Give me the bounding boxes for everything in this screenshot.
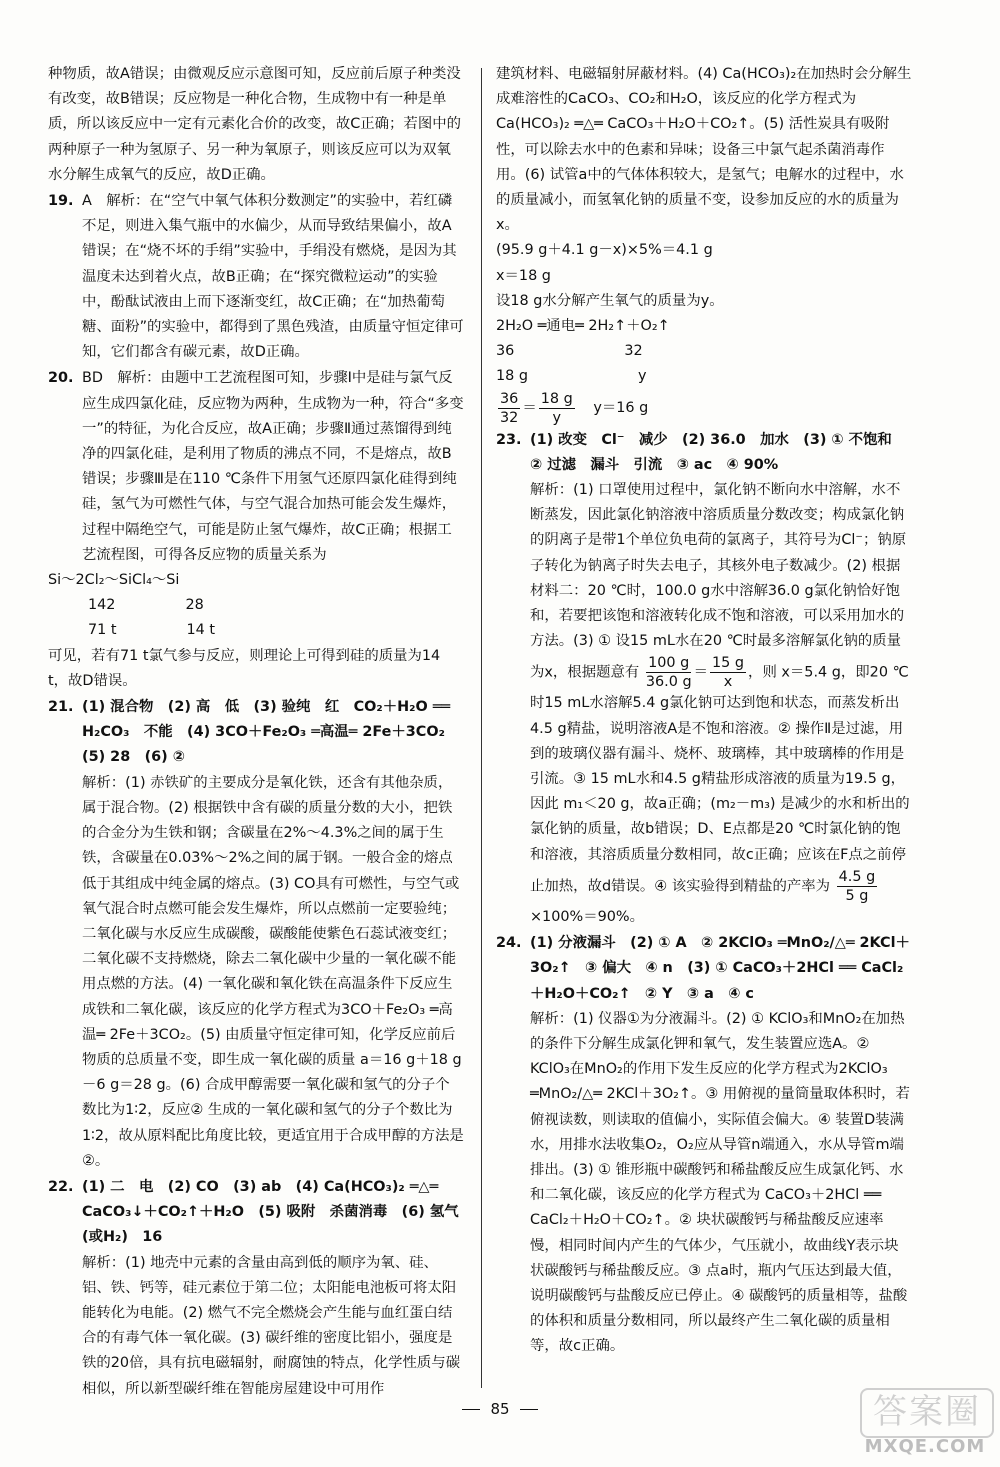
footer-dash-left bbox=[462, 1409, 480, 1410]
q21-explanation: 解析：(1) 赤铁矿的主要成分是氧化铁，还含有其他杂质，属于混合物。(2) 根据铁中含有碳的质量分数的大小，把铁的合金分为生铁和钢；含碳量在2%～4.3%之间的属于生铁，含碳量在0.03%～2%之间的属于钢。一般合金的熔点低于其组成中纯金属的熔点。(3) CO具有可燃性，与空气或氧气混合时点燃可能会发生爆炸，所以点燃前一定要验纯；二氧化碳与水反应生成碳酸，碳酸能使紫色石蕊试液变红；二氧化碳不支持燃烧，除去二氧化碳中少量的一氧化碳不能用点燃的方法。(4) 一氧化碳和氧化铁在高温条件下反应生成铁和二氧化碳，该反应的化学方程式为3CO＋Fe₂O₃ ═高温═ 2Fe＋3CO₂。(5) 由质量守恒定律可知，化学反应前后物质的总质量不变，即生成一氧化碳的质量 a＝16 g＋18 g－6 g＝28 g。(6) 合成甲醇需要一氧化碳和氢气的分子个数比为1∶2，反应② 生成的一氧化碳和氢气的分子个数比为1∶2，故从原料配比角度比较，更适宜用于合成甲醇的方法是②。 bbox=[82, 774, 464, 1169]
q22-explanation: 解析：(1) 地壳中元素的含量由高到低的顺序为氧、硅、铝、铁、钙等，硅元素位于第二位；太阳能电池板可将太阳能转化为电能。(2) 燃气不完全燃烧会产生能与血红蛋白结合的有毒气体一氧化碳。(3) 碳纤维的密度比铝小，强度是铁的20倍，具有抗电磁辐射，耐腐蚀的特点，化学性质与碳相似，所以新型碳纤维在智能房屋建设中可用作 bbox=[82, 1254, 461, 1397]
page-number: 85 bbox=[490, 1400, 510, 1418]
q23-fraction-2: $\frac{15 g}{x}$ bbox=[712, 655, 745, 691]
watermark-logo bbox=[860, 1388, 990, 1460]
q20-mass-1b: 28 bbox=[185, 597, 204, 614]
q21-number: 21. bbox=[48, 699, 74, 716]
question-24 bbox=[496, 931, 912, 1007]
column-divider bbox=[481, 68, 482, 1388]
q22-equation-4: 2H₂O ═通电═ 2H₂↑＋O₂↑ bbox=[496, 318, 670, 335]
q22-answer: (1) 二 电 (2) CO (3) ab (4) Ca(HCO₃)₂ ═△═ CaCO₃↓＋CO₂↑＋H₂O (5) 吸附 杀菌消毒 (6) 氢气(或H₂) 16 bbox=[82, 1178, 459, 1246]
q22-fraction-2: $\frac{18 g}{y}$ bbox=[540, 390, 573, 426]
q22-mass-1a: 36 bbox=[496, 343, 515, 360]
q22-mass-row-1 bbox=[496, 339, 912, 364]
q20-conclusion: 可见，若有71 t氯气参与反应，则理论上可得到硅的质量为14 t，故D错误。 bbox=[48, 647, 441, 689]
q20-mass-1a: 142 bbox=[88, 597, 116, 614]
q20-solution: BD 解析：由题中工艺流程图可知，步骤Ⅰ中是硅与氯气反应生成四氯化硅，反应物为两种，生成物为一种，符合“多变一”的特征，为化合反应，故A正确；步骤Ⅱ通过蒸馏得到纯净的四氯化硅，是利用了物质的沸点不同，不是熔点，故B错误；步骤Ⅲ是在110 ℃条件下用氢气还原四氯化硅得到纯硅，氢气为可燃性气体，与空气混合加热可能会发生爆炸，过程中隔绝空气，可能是防止氢气爆炸，故C正确；根据工艺流程图，可得各反应物的质量关系为 bbox=[82, 370, 464, 563]
question-23 bbox=[496, 428, 912, 478]
q23-fraction-1: $\frac{100 g}{36.0 g}$ bbox=[645, 655, 692, 691]
right-column bbox=[496, 62, 912, 1360]
q22-fraction-1: $\frac{36}{32}$ bbox=[500, 390, 519, 426]
q19-solution: A 解析：在“空气中氧气体积分数测定”的实验中，若红磷不足，则进入集气瓶中的水偏少，从而导致结果偏小，故A错误；在“烧不坏的手绢”实验中，手绢没有燃烧，是因为其温度未达到着火点，故B正确；在“探究微粒运动”的实验中，酚酞试液由上而下逐渐变红，故C正确；在“加热葡萄糖、面粉”的实验中，都得到了黑色残渣，由质量守恒定律可知，它们都含有碳元素，故D正确。 bbox=[82, 193, 464, 361]
left-column bbox=[48, 62, 464, 1402]
q18-continuation: 种物质，故A错误；由微观反应示意图可知，反应前后原子种类没有改变，故B错误；反应物是一种化合物，生成物中有一种是单质，所以该反应中一定有元素化合价的改变，故C正确；若图中的两种原子一种为氢原子、另一种为氧原子，则该反应可以为双氧水分解生成氧气的反应，故D正确。 bbox=[48, 66, 461, 183]
q20-mass-row-1 bbox=[48, 593, 464, 618]
q24-explanation: 解析：(1) 仪器①为分液漏斗。(2) ① KClO₃和MnO₂在加热的条件下分解生成氯化钾和氧气，发生装置应选A。② KClO₃在MnO₂的作用下发生反应的化学方程式为2KClO₃ ═MnO₂/△═ 2KCl＋3O₂↑。③ 用俯视的量筒量取体积时，若俯视读数，则读取的值偏小，实际值会偏大。④ 装置D装满水，用排水法收集O₂，O₂应从导管n端通入，水从导管m端排出。(3) ① 锥形瓶中碳酸钙和稀盐酸反应生成氯化钙、水和二氧化碳，该反应的化学方程式为 CaCO₃＋2HCl ══ CaCl₂＋H₂O＋CO₂↑。② 块状碳酸钙与稀盐酸反应速率慢，相同时间内产生的气体少，气压就小，故曲线Y表示块状碳酸钙与稀盐酸反应。③ 点a时，瓶内气压达到最大值，说明碳酸钙与盐酸反应已停止。④ 碳酸钙的质量相等，盐酸的体积和质量分数相同，所以最终产生二氧化碳的质量相等，故c正确。 bbox=[530, 1010, 910, 1355]
q23-yield-fraction: $\frac{4.5 g}{5 g}$ bbox=[838, 868, 876, 904]
question-19 bbox=[48, 189, 464, 365]
question-21 bbox=[48, 695, 464, 771]
q22-equation-3: 设18 g水分解产生氧气的质量为y。 bbox=[496, 292, 724, 309]
q23-number: 23. bbox=[496, 431, 522, 448]
q23-explanation: 解析：(1) 口罩使用过程中，氯化钠不断向水中溶解，水不断蒸发，因此氯化钠溶液中溶质质量分数改变；构成氯化钠的阴离子是带1个单位负电荷的氯离子，其符号为Cl⁻；钠原子转化为钠离子时失去电子，其核外电子数减少。(2) 根据材料二：20 ℃时，100.0 g水中溶解36.0 g氯化钠恰好饱和，若要把该饱和溶液转化成不饱和溶液，可以采用加水的方法。(3) ① 设15 mL水在20 ℃时最多溶解氯化钠的质量为x，根据题意有 $\frac{100 g}{36.0 g}$ ＝ $\frac{15 g}{x}$ ，则 x＝5.4 g，即20 ℃时15 mL水溶解5.4 g氯化钠可达到饱和状态，而蒸发析出4.5 g精盐，说明溶液A是不饱和溶液。② 操作Ⅱ是过滤，用到的玻璃仪器有漏斗、烧杯、玻璃棒，其中玻璃棒的作用是引流。③ 15 mL水和4.5 g精盐形成溶液的质量为19.5 g，因此 m₁＜20 g，故a正确；(m₂－m₃) 是减少的水和析出的氯化钠的质量，故b错误；D、E点都是20 ℃时氯化钠的饱和溶液，其溶质质量分数相同，故c正确；应该在F点之前停止加热，故d错误。④ 该实验得到精盐的产率为 $\frac{4.5 g}{5 g}$ ×100%＝90%。 bbox=[530, 482, 910, 925]
q23-answer: (1) 改变 Cl⁻ 减少 (2) 36.0 加水 (3) ① 不饱和 ② 过滤 漏斗 引流 ③ ac ④ 90% bbox=[530, 431, 907, 473]
watermark-top-text: 答案圈 bbox=[860, 1388, 994, 1438]
q21-answer: (1) 混合物 (2) 高 低 (3) 验纯 红 CO₂＋H₂O ══ H₂CO₃ 不能 (4) 3CO＋Fe₂O₃ ═高温═ 2Fe＋3CO₂ (5) 28 (6) ② bbox=[82, 699, 460, 766]
q20-mass-row-2 bbox=[48, 618, 464, 643]
q22-equation-2: x＝18 g bbox=[496, 267, 551, 284]
q20-number: 20. bbox=[48, 370, 74, 387]
q22-number: 22. bbox=[48, 1178, 74, 1195]
question-22 bbox=[48, 1175, 464, 1251]
q20-equation: Si～2Cl₂～SiCl₄～Si bbox=[48, 572, 180, 589]
q22-result: y＝16 g bbox=[593, 400, 649, 417]
q22-mass-row-2 bbox=[496, 364, 912, 389]
q22-proportion: $\frac{36}{32}$ ＝ $\frac{18 g}{y}$ y＝16 g bbox=[500, 390, 649, 426]
q22-mass-2b: y bbox=[638, 368, 647, 385]
q20-mass-2b: 14 t bbox=[186, 622, 216, 639]
watermark-url: MXQE.COM bbox=[864, 1436, 986, 1457]
q24-answer: (1) 分液漏斗 (2) ① A ② 2KClO₃ ═MnO₂/△═ 2KCl＋3O₂↑ ③ 偏大 ④ n (3) ① CaCO₃＋2HCl ══ CaCl₂＋H₂O＋CO₂↑ ② Y ③ a ④ c bbox=[530, 935, 910, 1002]
q22-explanation-cont: 建筑材料、电磁辐射屏蔽材料。(4) Ca(HCO₃)₂在加热时会分解生成难溶性的CaCO₃、CO₂和H₂O，该反应的化学方程式为Ca(HCO₃)₂ ═△═ CaCO₃＋H₂O＋CO₂↑。(5) 活性炭具有吸附性，可以除去水中的色素和异味；设备三中氯气起杀菌消毒作用。(6) 试管a中的气体体积较大，是氢气；电解水的过程中，水的质量减小，而氢氧化钠的质量不变，设参加反应的水的质量为x。 bbox=[496, 66, 912, 234]
footer-dash-right bbox=[520, 1409, 538, 1410]
q22-mass-1b: 32 bbox=[624, 343, 643, 360]
page-footer bbox=[0, 1400, 1000, 1418]
q22-equation-1: (95.9 g＋4.1 g－x)×5%＝4.1 g bbox=[496, 242, 713, 259]
q19-number: 19. bbox=[48, 193, 74, 210]
q20-mass-2a: 71 t bbox=[88, 622, 117, 639]
q22-mass-2a: 18 g bbox=[496, 368, 529, 385]
question-20 bbox=[48, 366, 464, 568]
q24-number: 24. bbox=[496, 935, 522, 952]
